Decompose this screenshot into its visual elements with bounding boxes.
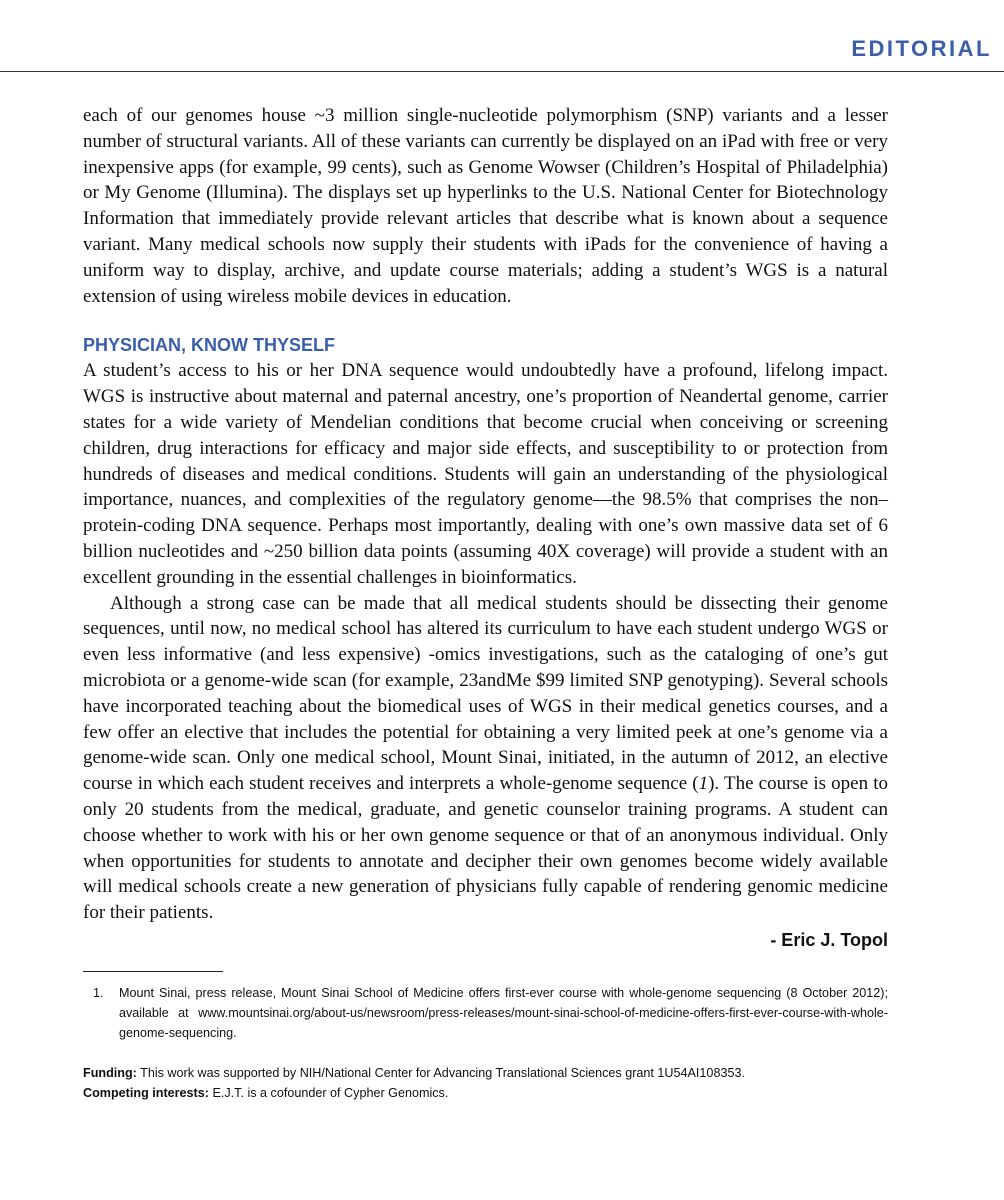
paragraph-2-text-end: ). The course is open to only 20 students from the medical, graduate, and genetic counselor training programs. A student can choose whether to work with his or her own genome sequence or that of an anonymous individual. Only when opportunities for students to annotate and decipher their own genomes become widely available will medical schools create a new generation of physicians fully capable of rendering genomic medicine for their patients. (83, 773, 888, 924)
section-heading: PHYSICIAN, KNOW THYSELF (83, 335, 336, 356)
funding-text: This work was supported by NIH/National Center for Advancing Translational Sciences grant 1U54AI108353. (136, 1065, 745, 1080)
section-paragraph-2 (83, 591, 888, 926)
funding-note (83, 1063, 888, 1083)
competing-interests-text: E.J.T. is a cofounder of Cypher Genomics. (208, 1085, 449, 1100)
section-paragraph-1: A student’s access to his or her DNA sequence would undoubtedly have a profound, lifelong impact. WGS is instructive about maternal and paternal ancestry, one’s proportion of Neandertal genome, carrier states for a wide variety of Mendelian conditions that become crucial when conceiving or screening children, drug interactions for efficacy and major side effects, and susceptibility to or protection from hundreds of diseases and medical conditions. Students will gain an understanding of the physiological importance, nuances, and complexities of the regulatory genome—the 98.5% that comprises the non–protein-coding DNA sequence. Perhaps most importantly, dealing with one’s own massive data set of 6 billion nucleotides and ~250 billion data points (assuming 40X coverage) will provide a student with an excellent grounding in the essential challenges in bioinformatics. (83, 360, 888, 588)
header-divider (0, 71, 1004, 72)
competing-interests-label: Competing interests: (83, 1085, 209, 1100)
reference-item (83, 983, 888, 1043)
paragraph-2-text-start: Although a strong case can be made that all medical students should be dissecting their genome sequences, until now, no medical school has altered its curriculum to have each student undergo WGS or even less informative (and less expensive) -omics investigations, such as the cataloging of one’s gut microbiota or a genome-wide scan (for example, 23andMe $99 limited SNP genotyping). Several schools have incorporated teaching about the biomedical uses of WGS in their medical genetics courses, and a few offer an elective that includes the potential for obtaining a very limited peek at one’s genome via a genome-wide scan. Only one medical school, Mount Sinai, initiated, in the autumn of 2012, an elective course in which each student receives and interprets a whole-genome sequence ( (83, 592, 888, 795)
funding-label: Funding: (83, 1065, 137, 1080)
references-divider (83, 971, 223, 972)
competing-interests-note (83, 1083, 888, 1103)
article-body (83, 103, 888, 1103)
reference-marker[interactable]: 1 (698, 773, 709, 795)
section-label: EDITORIAL (851, 36, 992, 61)
intro-paragraph: each of our genomes house ~3 million single-nucleotide polymorphism (SNP) variants and a lesser number of structural variants. All of these variants can currently be displayed on an iPad with free or very inexpensive apps (for example, 99 cents), such as Genome Wowser (Children’s Hospital of Philadelphia) or My Genome (Illumina). The displays set up hyperlinks to the U.S. National Center for Biotechnology Information that immediately provide relevant articles that describe what is known about a sequence variant. Many medical schools now supply their students with iPads for the convenience of having a uniform way to display, archive, and update course materials; adding a student’s WGS is a natural extension of using wireless mobile devices in education. (83, 105, 888, 307)
reference-number: 1. (93, 985, 104, 1000)
article-notes (83, 1063, 888, 1103)
reference-text: Mount Sinai, press release, Mount Sinai School of Medicine offers first-ever course with whole-genome sequencing (8 October 2012); available at www.mountsinai.org/about-us/newsroom/press-releases/mount-sinai-school-of-medicine-offers-first-ever-course-with-whole-genome-sequencing. (119, 985, 888, 1040)
author-signature: - Eric J. Topol (770, 929, 888, 950)
